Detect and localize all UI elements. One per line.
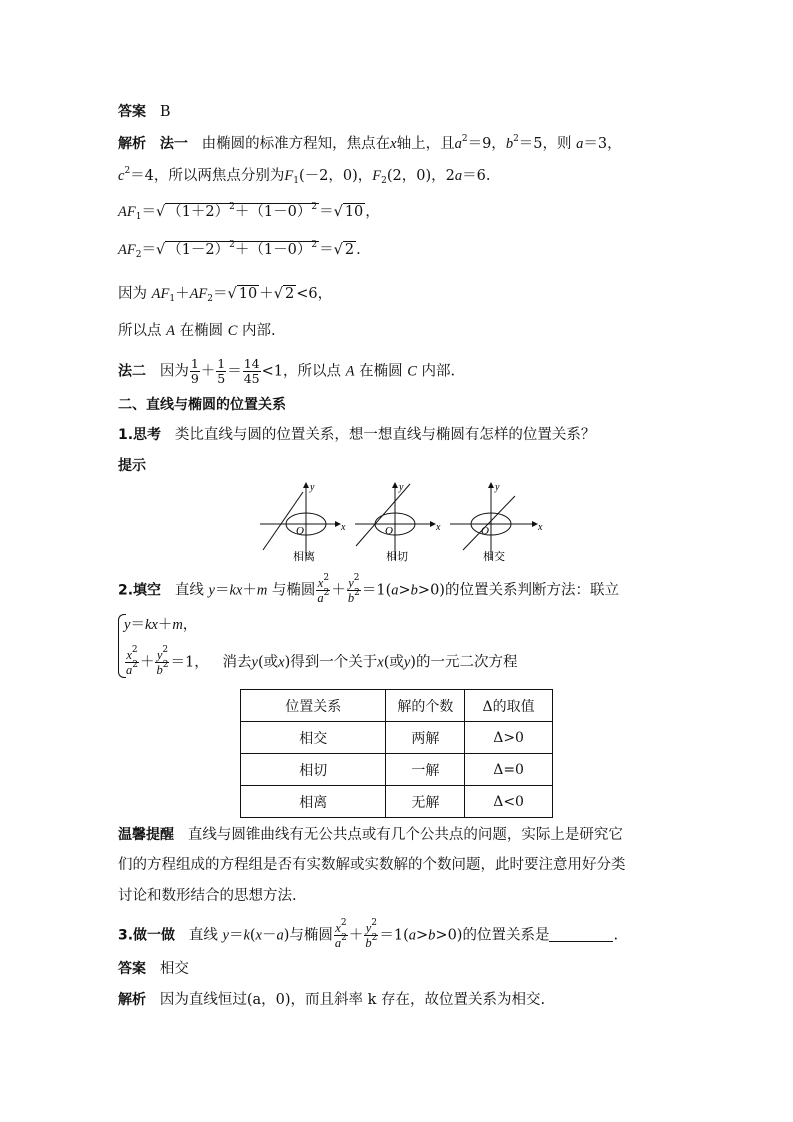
table-header: 解的个数 (386, 690, 465, 722)
tip-text: 直线与圆锥曲线有无公共点或有几个公共点的问题，实际上是研究它 (187, 827, 623, 843)
system-text: 得到一个关于 (290, 654, 378, 671)
af2-equation: $AF_2=√$ $(1-2)^2+(1-0)^2$ ＝√ 2 . (118, 240, 361, 260)
table-cell: 相交 (241, 722, 386, 754)
answer-3-line (118, 959, 189, 979)
solution-text: 由椭圆的标准方程知，焦点在 (201, 136, 391, 152)
answer-blank[interactable] (549, 927, 613, 942)
answer-label: 答案 (118, 104, 146, 120)
x-axis-label: x (341, 522, 346, 533)
question-2-text: 直线 (174, 582, 204, 599)
answer-value: B (159, 104, 171, 120)
tip-line-1 (118, 825, 623, 845)
solution-3-label: 解析 (118, 992, 146, 1008)
solution-text: ，所以两焦点分别为 (153, 168, 285, 184)
tip-line-3: 讨论和数形结合的思想方法. (118, 888, 297, 904)
section-title: 二、直线与椭圆的位置关系 (118, 397, 286, 413)
method-two-label: 法二 (118, 363, 146, 380)
caption-intersect: 相交 (483, 550, 505, 563)
solution-label: 解析 (118, 136, 146, 152)
table-cell: 相离 (241, 786, 386, 818)
answer-line (118, 102, 170, 122)
tip-line-2: 们的方程组成的方程组是否有实数解或实数解的个数问题，此时要注意用好分类 (118, 857, 626, 873)
y-axis-label: y (495, 482, 500, 493)
solution-text: 轴上，且 (396, 136, 455, 152)
conclusion-text: 在椭圆 (179, 323, 224, 339)
origin-label: O (385, 525, 393, 537)
table-header: 位置关系 (241, 690, 386, 722)
system-text: 的一元二次方程 (415, 654, 518, 671)
conclusion-text: 内部. (241, 323, 276, 339)
question-2-text: 与椭圆 (271, 582, 316, 599)
method-one-label: 法一 (159, 136, 188, 152)
answer-3-label: 答案 (118, 961, 146, 977)
question-2-label: 2.填空 (118, 582, 162, 599)
conclusion-line: 所以点 A 在椭圆 C 内部. (118, 323, 276, 339)
figure-intersect (450, 482, 543, 563)
var-x: x (390, 136, 397, 152)
conclusion-text: 所以点 (118, 323, 162, 339)
af1-equation: $AF_1=√$ $(1+2)^2+(1-0)^2$ ＝√ 10 ， (118, 202, 380, 222)
method-two-line: 法二 因为 $\frac{1}{9}$ ＋ $\frac{1}{5}$ ＝ $\frac{14}{45}$ <1，所以点 A 在椭圆 C 内部. (118, 356, 456, 386)
origin-label: O (481, 525, 489, 537)
solution-line-2: $c^2=4$，所以两焦点分别为$F_1(-2$，0)，$F_2(2$，0)，2a＝6. (118, 166, 491, 186)
conclusion-text: ，所以点 (283, 363, 342, 380)
question-2-text: 的位置关系判断方法：联立 (444, 582, 619, 599)
position-relation-table (240, 689, 553, 818)
y-axis-label: y (399, 482, 404, 493)
solution-3-text: 因为直线恒过(a，0)，而且斜率 k 存在，故位置关系为相交. (159, 992, 546, 1008)
table-row (241, 786, 553, 818)
figure-separate (260, 482, 346, 563)
system-text: 消去 (222, 654, 252, 671)
x-axis-label: x (436, 522, 441, 533)
answer-3-value: 相交 (159, 961, 189, 977)
question-2: 2.填空 直线 y＝kx＋m 与椭圆 $\frac{x^2}{a^2}$ ＋ $\frac{y^2}{b^2}$ ＝1(a>b>0)的位置关系判断方法：联立 (118, 573, 619, 605)
solution-line-1: 解析 法一 由椭圆的标准方程知，焦点在x轴上，且$a^2=9$，$b^2=5$，则 a＝3， (118, 134, 622, 152)
question-1 (118, 425, 595, 445)
question-3-text: 的位置关系是 (462, 927, 550, 944)
figure-tangent (355, 482, 441, 563)
table-row (241, 754, 553, 786)
question-3: 3.做一做 直线 y＝k(x－a)与椭圆 $\frac{x^2}{a^2}$ ＋ $\frac{y^2}{b^2}$ ＝1(a>b>0)的位置关系是 . (118, 918, 619, 950)
x-axis-label: x (538, 522, 543, 533)
table-cell: 相切 (241, 754, 386, 786)
table-cell: 无解 (386, 786, 465, 818)
origin-label: O (296, 525, 304, 537)
question-3-label: 3.做一做 (118, 927, 176, 944)
table-row (241, 722, 553, 754)
sum-line: 因为 $AF_1+AF_2=√$ 10 ＋√ 2 <6， (118, 286, 333, 304)
conclusion-text: 内部. (421, 363, 456, 380)
ellipse-line-figure (255, 478, 545, 568)
table-header-row (241, 690, 553, 722)
question-3-text: 直线 (188, 927, 218, 944)
solution-3-line (118, 990, 545, 1010)
table-cell: 两解 (386, 722, 465, 754)
conclusion-text: 在椭圆 (359, 363, 403, 380)
table-cell: Δ=0 (465, 754, 553, 786)
because-text: 因为 (118, 286, 147, 302)
system-line-1: y＝kx＋m， (124, 617, 198, 633)
question-3-text: 与椭圆 (289, 927, 333, 944)
table-cell: 一解 (386, 754, 465, 786)
table-header: Δ的取值 (465, 690, 553, 722)
y-axis-label: y (310, 482, 315, 493)
caption-separate: 相离 (293, 550, 315, 563)
because-text: 因为 (159, 363, 189, 380)
system-line-2: $\frac{x^2}{a^2}$ ＋ $\frac{y^2}{b^2}$ ＝1， 消去y(或x)得到一个关于x(或y)的一元二次方程 (126, 645, 518, 677)
table-cell: Δ<0 (465, 786, 553, 818)
tip-label: 温馨提醒 (118, 827, 174, 843)
question-1-label: 1.思考 (118, 427, 162, 443)
question-1-text: 类比直线与圆的位置关系，想一想直线与椭圆有怎样的位置关系？ (174, 427, 596, 443)
hint-label: 提示 (118, 458, 146, 474)
table-cell: Δ>0 (465, 722, 553, 754)
caption-tangent: 相切 (386, 550, 408, 563)
